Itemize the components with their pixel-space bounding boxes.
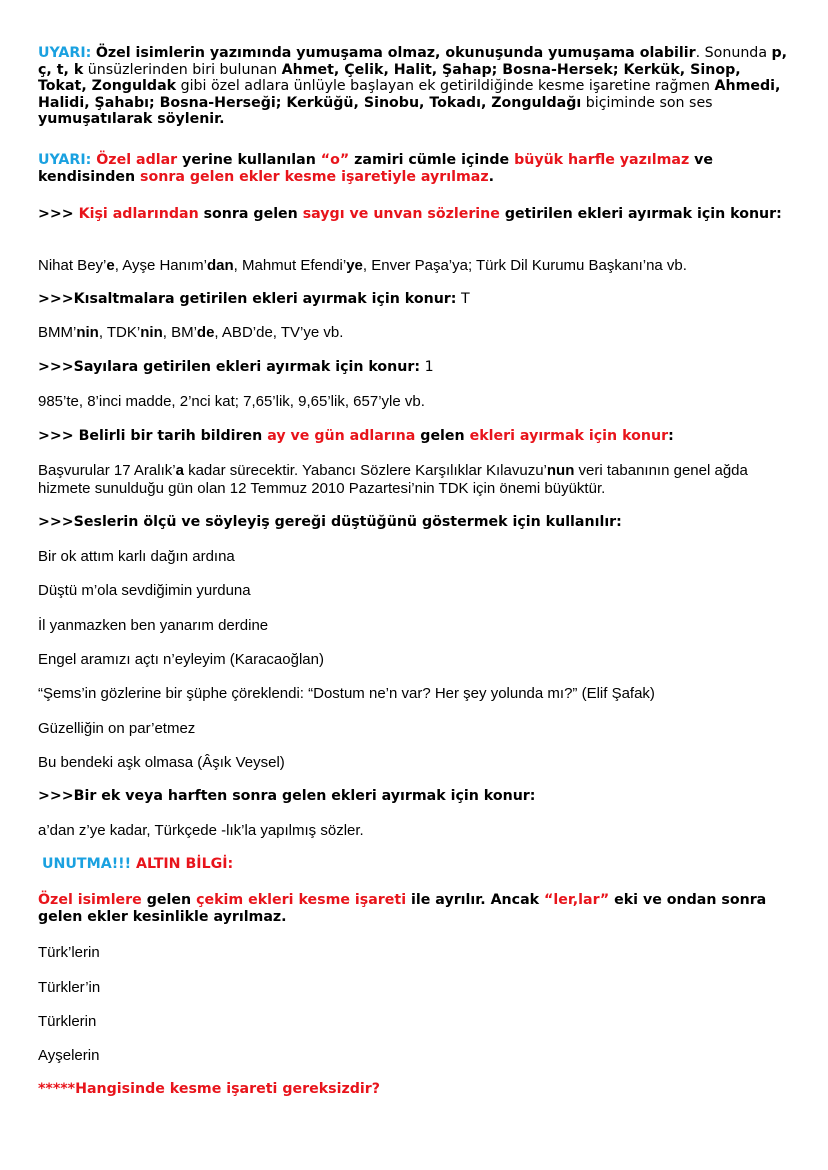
answer-option: Türk’lerin — [38, 944, 100, 961]
answer-option: Türklerin — [38, 1013, 97, 1030]
poem-line: Düştü m’ola sevdiğimin yurduna — [38, 582, 251, 599]
section-heading-dates: >>> Belirli bir tarih bildiren ay ve gün adlarına gelen ekleri ayırmak için konur: — [38, 428, 674, 444]
section-heading-abbreviations: >>>Kısaltmalara getirilen ekleri ayırmak için konur: T — [38, 291, 470, 307]
unutma-tag: UNUTMA!!! — [42, 856, 132, 872]
golden-info-paragraph: Özel isimlere gelen çekim ekleri kesme işareti ile ayrılır. Ancak “ler,lar” eki ve ondan sonra gelen ekler kesinlikle ayrılmaz. — [38, 892, 767, 925]
section-heading-person-names: >>> Kişi adlarından sonra gelen saygı ve unvan sözlerine getirilen ekleri ayırmak için konur: — [38, 206, 782, 222]
section-heading-numbers: >>>Sayılara getirilen ekleri ayırmak için konur: 1 — [38, 359, 434, 375]
golden-info-heading: UNUTMA!!! ALTIN BİLGİ: — [42, 856, 234, 872]
poem-line: Bu bendeki aşk olmasa (Âşık Veysel) — [38, 754, 285, 771]
section-heading-sound-drop: >>>Seslerin ölçü ve söyleyiş gereği düştüğünü göstermek için kullanılır: — [38, 514, 622, 530]
section-heading-suffix-letter: >>>Bir ek veya harften sonra gelen ekleri ayırmak için konur: — [38, 788, 536, 804]
quote-line: “Şems’in gözlerine bir şüphe çöreklendi: “Dostum ne’n var? Her şey yolunda mı?” (Elif Şafak) — [38, 685, 655, 702]
question-text: *****Hangisinde kesme işareti gereksizdir? — [38, 1081, 380, 1097]
example-numbers: 985’te, 8’inci madde, 2’nci kat; 7,65’lik, 9,65’lik, 657’yle vb. — [38, 393, 425, 410]
warning-tag: UYARI: — [38, 45, 92, 61]
example-suffix-letter: a’dan z’ye kadar, Türkçede -lık’la yapılmış sözler. — [38, 822, 364, 839]
example-dates: Başvurular 17 Aralık’a kadar sürecektir. Yabancı Sözlere Karşılıklar Kılavuzu’nun veri tabanının genel ağda hizmete sunulduğu gün olan 12 Temmuz 2010 Pazartesi’nin TDK için önemi büyüktür. — [38, 462, 748, 497]
answer-option: Ayşelerin — [38, 1047, 100, 1064]
poem-line: Bir ok attım karlı dağın ardına — [38, 548, 235, 565]
warning-paragraph-1: UYARI: Özel isimlerin yazımında yumuşama olmaz, okunuşunda yumuşama olabilir. Sonunda p, ç, t, k ünsüzlerinden biri bulunan Ahmet, Çelik, Halit, Şahap; Bosna-Hersek; Kerkük, Sinop, Tokat, Zonguldak gibi özel adlara ünlüyle başlayan ek getirildiğinde kesme işaretine rağmen Ahmedi, Halidi, Şahabı; Bosna-Herseği; Kerküğü, Sinobu, Tokadı, Zonguldağı biçiminde son ses yumuşatılarak söylenir. — [38, 45, 788, 127]
warning-paragraph-2: UYARI: Özel adlar yerine kullanılan “o” zamiri cümle içinde büyük harfle yazılmaz ve kendisinden sonra gelen ekler kesme işaretiyle ayrılmaz. — [38, 152, 714, 185]
example-person-names: Nihat Bey’e, Ayşe Hanım’dan, Mahmut Efendi’ye, Enver Paşa’ya; Türk Dil Kurumu Başkanı’na vb. — [38, 257, 687, 274]
warning-tag: UYARI: — [38, 152, 92, 168]
poem-line: Güzelliğin on par’etmez — [38, 720, 196, 737]
example-abbreviations: BMM’nin, TDK’nin, BM’de, ABD’de, TV’ye vb. — [38, 324, 344, 341]
answer-option: Türkler’in — [38, 979, 101, 996]
poem-line: Engel aramızı açtı n’eyleyim (Karacaoğlan) — [38, 651, 324, 668]
poem-line: İl yanmazken ben yanarım derdine — [38, 617, 269, 634]
